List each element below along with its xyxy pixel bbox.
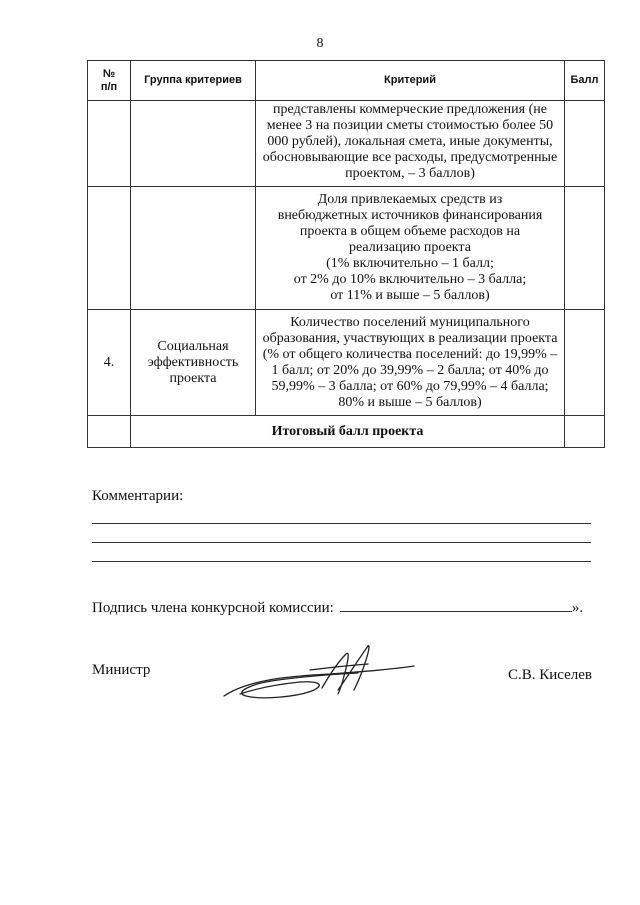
table-row xyxy=(88,187,605,310)
header-number-abbrev: п/п xyxy=(100,80,118,93)
criteria-table xyxy=(87,60,605,448)
comment-line xyxy=(92,561,591,562)
table-row xyxy=(88,101,605,187)
criterion-line: внебюджетных источников финансирования xyxy=(277,208,543,223)
row-criterion: Количество поселений муниципального образования, участвующих в реализации проекта (% от общего количества поселений: до 19,99% – 1 балл; от 20% до 39,99% – 2 балла; от 40% до 59,99% – 3 балла; от 60% до 79,99% – 4 балла; 80% и выше – 5 баллов) xyxy=(256,310,565,416)
row-criterion xyxy=(256,187,565,310)
page-number: 8 xyxy=(316,36,324,51)
table-header-row xyxy=(88,61,605,101)
total-row xyxy=(88,416,605,448)
total-label: Итоговый балл проекта xyxy=(131,416,565,448)
criterion-line: Доля привлекаемых средств из xyxy=(317,192,503,207)
row-score-cell xyxy=(565,187,605,310)
signature-blank xyxy=(340,596,572,612)
row-group xyxy=(131,101,256,187)
row-score-cell xyxy=(565,310,605,416)
header-score: Балл xyxy=(565,61,605,101)
total-number-cell xyxy=(88,416,131,448)
criterion-line: от 2% до 10% включительно – 3 балла; xyxy=(293,272,527,287)
table-row xyxy=(88,310,605,416)
criterion-line: реализацию проекта xyxy=(349,240,471,255)
header-number xyxy=(88,61,131,101)
row-criterion: представлены коммерческие предложения (не менее 3 на позиции сметы стоимостью более 50 000 рублей), локальная смета, иные документы, обосновывающие все расходы, предусмотренные проектом, – 3 баллов) xyxy=(256,101,565,187)
commission-signature-row xyxy=(92,596,583,617)
row-score-cell xyxy=(565,101,605,187)
total-score-cell xyxy=(565,416,605,448)
row-group: Социальная эффективность проекта xyxy=(131,310,256,416)
criterion-line: от 11% и выше – 5 баллов) xyxy=(330,288,490,303)
header-criterion: Критерий xyxy=(256,61,565,101)
position-title: Министр xyxy=(92,662,151,678)
header-number-symbol: № xyxy=(102,67,116,80)
header-group: Группа критериев xyxy=(131,61,256,101)
handwritten-signature xyxy=(218,640,418,702)
commission-signature-label: Подпись члена конкурсной комиссии: xyxy=(92,600,334,616)
minister-name: С.В. Киселев xyxy=(508,667,593,683)
row-group xyxy=(131,187,256,310)
criterion-line: проекта в общем объеме расходов на xyxy=(299,224,521,239)
comment-line xyxy=(92,523,591,524)
row-number xyxy=(88,101,131,187)
comment-line xyxy=(92,542,591,543)
row-number: 4. xyxy=(88,310,131,416)
criterion-line: (1% включительно – 1 балл; xyxy=(326,256,494,271)
row-number xyxy=(88,187,131,310)
comments-label: Комментарии: xyxy=(92,488,184,504)
signature-suffix: ». xyxy=(571,600,584,616)
